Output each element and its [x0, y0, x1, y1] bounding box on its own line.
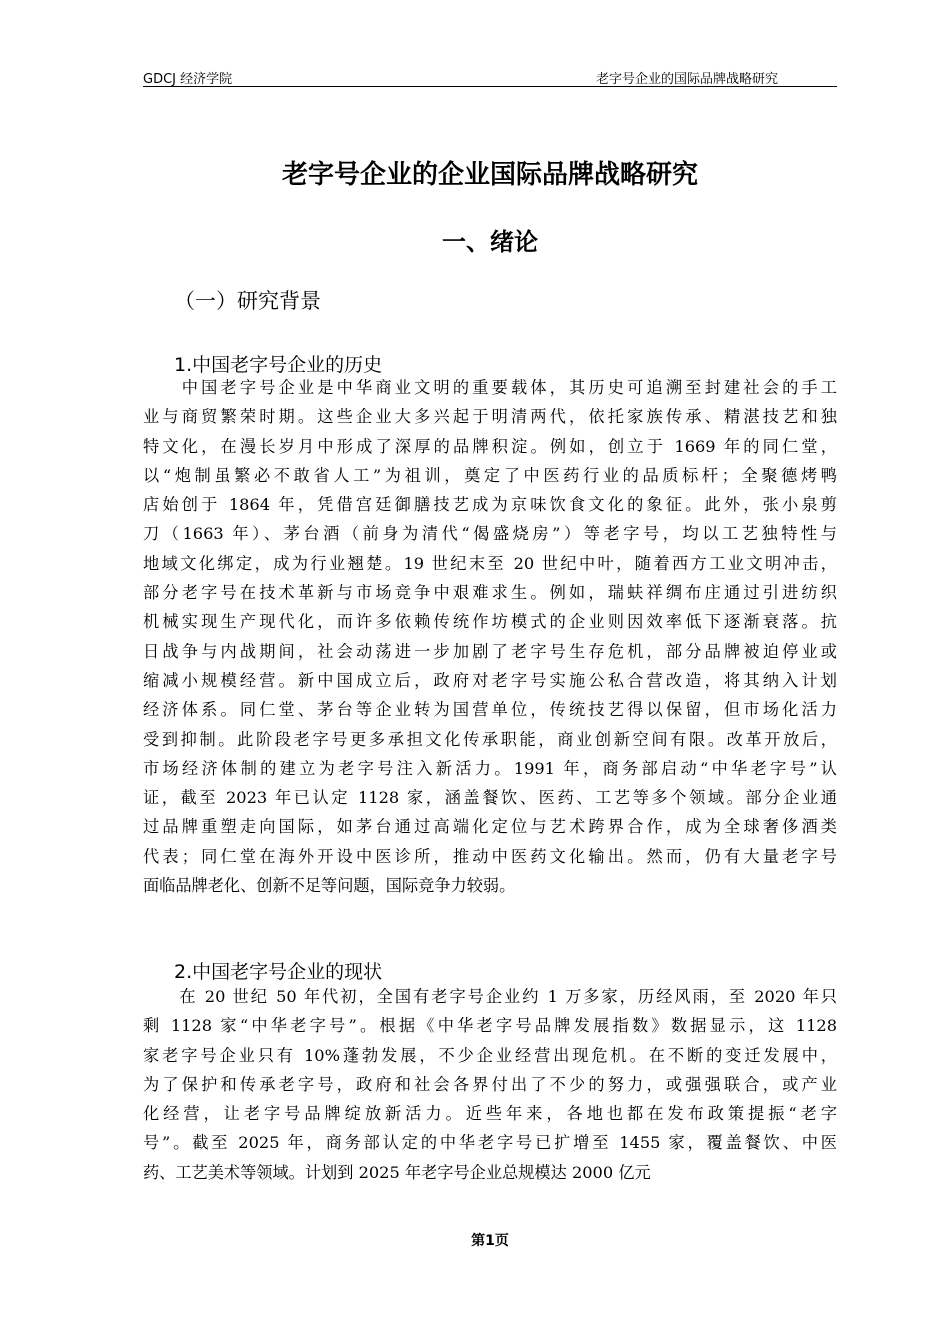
paragraph-line: 代表；同仁堂在海外开设中医诊所，推动中医药文化输出。然而，仍有大量老字号: [143, 846, 837, 866]
paragraph-line: 受到抑制。此阶段老字号更多承担文化传承职能，商业创新空间有限。改革开放后，: [143, 729, 837, 749]
paragraph-line: 证，截至 2023 年已认定 1128 家，涵盖餐饮、医药、工艺等多个领域。部分企业通: [143, 788, 837, 808]
paragraph-line: 药、工艺美术等领域。计划到 2025 年老字号企业总规模达 2000 亿元: [143, 1162, 651, 1182]
paragraph-line: 剩 1128 家“中华老字号”。根据《中华老字号品牌发展指数》数据显示，这 1128: [143, 1016, 837, 1036]
paragraph-line: 中国老字号企业是中华商业文明的重要载体，其历史可追溯至封建社会的手工: [143, 378, 837, 397]
paragraph-line: 日战争与内战期间，社会动荡进一步加剧了老字号生存危机，部分品牌被迫停业或: [143, 641, 837, 661]
paragraph-line: 以“炮制虽繁必不敢省人工”为祖训，奠定了中医药行业的品质标杆；全聚德烤鸭: [143, 465, 837, 485]
paragraph-history: [143, 373, 837, 900]
paragraph-line: 业与商贸繁荣时期。这些企业大多兴起于明清两代，依托家族传承、精湛技艺和独: [143, 407, 837, 427]
paragraph-line: 号”。截至 2025 年，商务部认定的中华老字号已扩增至 1455 家，覆盖餐饮、中医: [143, 1133, 837, 1153]
paragraph-line: 过品牌重塑走向国际，如茅台通过高端化定位与艺术跨界合作，成为全球奢侈酒类: [143, 817, 837, 837]
paragraph-line: 机械实现生产现代化，而许多依赖传统作坊模式的企业则因效率低下逐渐衰落。抗: [143, 612, 837, 632]
document-title: 老字号企业的企业国际品牌战略研究: [281, 160, 698, 190]
header-right: 老字号企业的国际品牌战略研究: [595, 72, 778, 87]
paragraph-line: 店始创于 1864 年，凭借宫廷御膳技艺成为京味饮食文化的象征。此外，张小泉剪: [143, 495, 837, 515]
paragraph-line: 刀（1663 年）、茅台酒（前身为清代“偈盛烧房”）等老字号，均以工艺独特性与: [143, 524, 837, 544]
paragraph-line: 面临品牌老化、创新不足等问题，国际竞争力较弱。: [143, 876, 516, 896]
chapter-heading: 一、绪论: [442, 228, 538, 256]
paragraph-line: 部分老字号在技术革新与市场竞争中艰难求生。例如，瑞蚨祥绸布庄通过引进纺织: [143, 583, 837, 603]
paragraph-line: 市场经济体制的建立为老字号注入新活力。1991 年，商务部启动“中华老字号”认: [143, 758, 837, 778]
page-number: 第1页: [471, 1233, 509, 1249]
paragraph-line: 在 20 世纪 50 年代初，全国有老字号企业约 1 万多家，历经风雨，至 2020 年只: [143, 987, 837, 1006]
section-heading: （一）研究背景: [174, 289, 321, 313]
paragraph-line: 缩减小规模经营。新中国成立后，政府对老字号实施公私合营改造，将其纳入计划: [143, 670, 837, 690]
paragraph-line: 经济体系。同仁堂、茅台等企业转为国营单位，传统技艺得以保留，但市场化活力: [143, 700, 837, 720]
subsection-heading-history: 1.中国老字号企业的历史: [174, 354, 383, 376]
paragraph-status: [143, 982, 837, 1187]
header-left: GDCJ 经济学院: [143, 72, 233, 87]
paragraph-line: 特文化，在漫长岁月中形成了深厚的品牌积淀。例如，创立于 1669 年的同仁堂，: [143, 436, 837, 456]
paragraph-line: 家老字号企业只有 10%蓬勃发展，不少企业经营出现危机。在不断的变迁发展中，: [143, 1045, 837, 1065]
paragraph-line: 为了保护和传承老字号，政府和社会各界付出了不少的努力，或强强联合，或产业: [143, 1074, 837, 1094]
paragraph-line: 地域文化绑定，成为行业翘楚。19 世纪末至 20 世纪中叶，随着西方工业文明冲击，: [143, 553, 837, 573]
header-divider: [143, 86, 837, 87]
subsection-heading-status: 2.中国老字号企业的现状: [174, 961, 383, 983]
paragraph-line: 化经营，让老字号品牌绽放新活力。近些年来，各地也都在发布政策提振“老字: [143, 1104, 837, 1124]
